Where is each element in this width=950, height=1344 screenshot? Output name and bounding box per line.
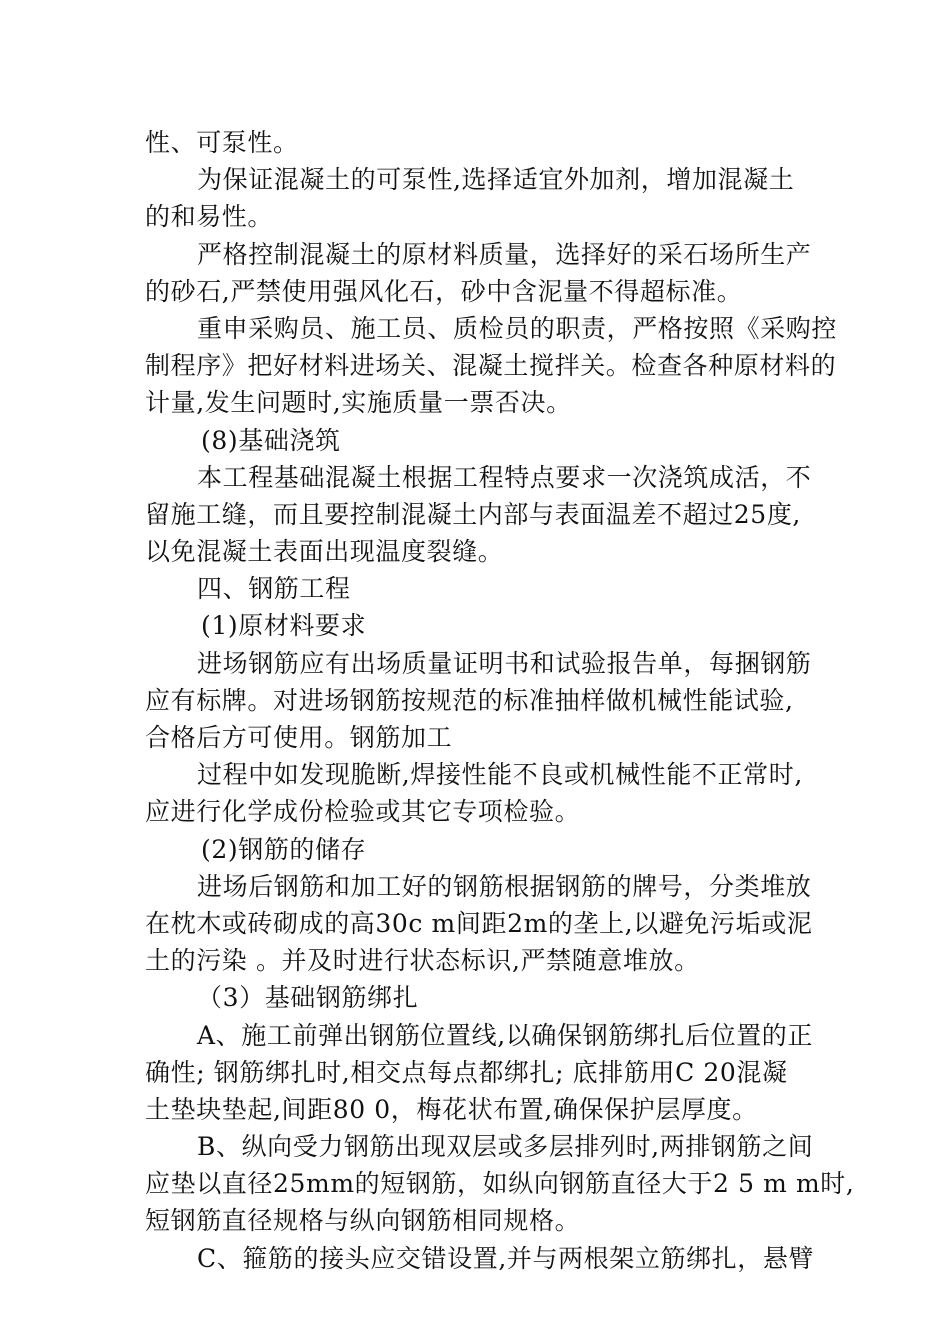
text-line: 合格后方可使用。钢筋加工: [145, 723, 453, 752]
text-line: 在枕木或砖砌成的高30c m间距2m的垄上,以避免污垢或泥: [145, 908, 813, 938]
section-heading: （3）基础钢筋绑扎: [197, 983, 419, 1013]
section-heading: (1)原材料要求: [201, 611, 367, 641]
text-line: 重申采购员、施工员、质检员的职责，严格按照《采购控: [197, 313, 838, 343]
text-line: 性、可泵性。: [145, 128, 299, 157]
chapter-heading: 四、钢筋工程: [197, 574, 351, 604]
text-line: 严格控制混凝土的原材料质量，选择好的采石场所生产: [197, 239, 812, 269]
text-line: B、纵向受力钢筋出现双层或多层排列时,两排钢筋之间: [197, 1132, 814, 1162]
section-heading: (8)基础浇筑: [201, 425, 341, 455]
text-line: C、箍筋的接头应交错设置,并与两根架立筋绑扎，悬臂: [197, 1243, 815, 1273]
text-line: 为保证混凝土的可泵性,选择适宜外加剂，增加混凝土: [197, 165, 795, 195]
text-line: 制程序》把好材料进场关、混凝土搅拌关。检查各种原材料的: [145, 351, 837, 381]
text-line: 应有标牌。对进场钢筋按规范的标准抽样做机械性能试验,: [145, 685, 794, 715]
text-line: 进场钢筋应有出场质量证明书和试验报告单，每捆钢筋: [197, 648, 812, 678]
text-line: 土垫块垫起,间距80 0，梅花状布置,确保保护层厚度。: [145, 1094, 758, 1124]
text-line: 应进行化学成份检验或其它专项检验。: [145, 797, 581, 827]
text-line: 留施工缝，而且要控制混凝土内部与表面温差不超过25度,: [145, 499, 801, 529]
text-line: 的砂石,严禁使用强风化石，砂中含泥量不得超标准。: [145, 276, 743, 306]
body-text: [145, 124, 855, 1277]
text-line: 土的污染 。并及时进行状态标识,严禁随意堆放。: [145, 946, 700, 976]
text-line: 的和易性。: [145, 202, 274, 232]
section-heading: (2)钢筋的储存: [201, 834, 367, 864]
text-line: 确性; 钢筋绑扎时,相交点每点都绑扎; 底排筋用C 20混凝: [145, 1057, 788, 1087]
text-line: 进场后钢筋和加工好的钢筋根据钢筋的牌号，分类堆放: [197, 871, 812, 901]
text-line: 以免混凝土表面出现温度裂缝。: [145, 537, 504, 567]
text-line: 计量,发生问题时,实施质量一票否决。: [145, 388, 572, 418]
text-line: 应垫以直径25mm的短钢筋，如纵向钢筋直径大于2 5 m m时,: [145, 1169, 855, 1199]
text-line: 短钢筋直径规格与纵向钢筋相同规格。: [145, 1206, 581, 1236]
text-line: 过程中如发现脆断,焊接性能不良或机械性能不正常时,: [197, 760, 803, 790]
text-line: 本工程基础混凝土根据工程特点要求一次浇筑成活，不: [197, 462, 812, 492]
text-line: A、施工前弹出钢筋位置线,以确保钢筋绑扎后位置的正: [197, 1020, 814, 1050]
